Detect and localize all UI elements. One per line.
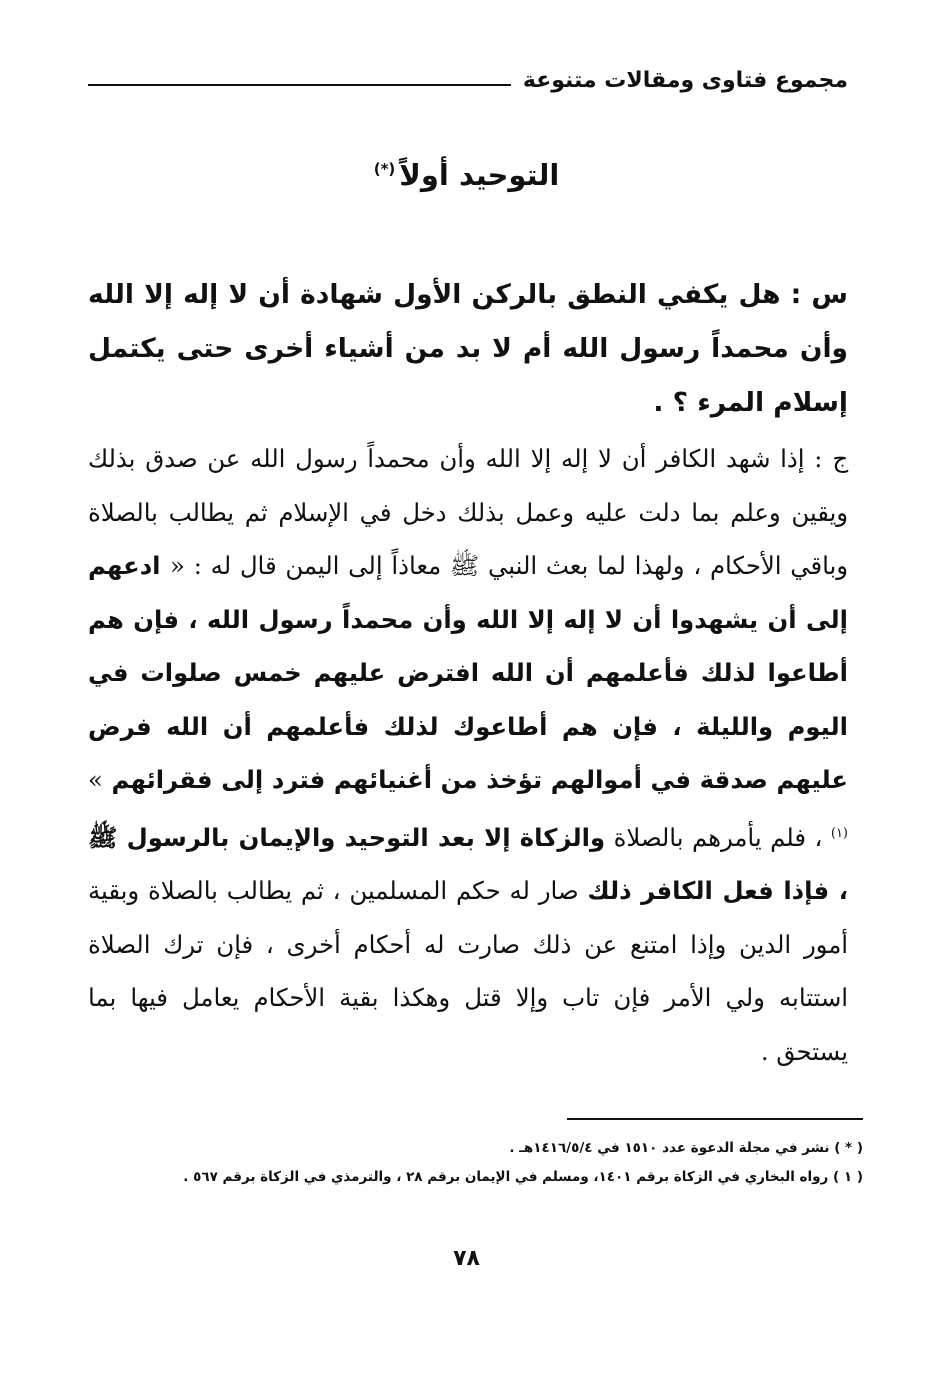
footnote-1: ( ١ ) رواه البخاري في الزكاة برقم ١٤٠١، ومسلم في الإيمان برقم ٢٨ ، والترمذي في الزكاة برقم ٥٦٧ . — [183, 1169, 863, 1185]
hadith-quote-part2: ، فإن هم أطاعوا لذلك فأعلمهم أن الله افترض عليهم خمس صلوات في اليوم والليلة ، فإن هم أطاعوك لذلك فأعلمهم أن الله فرض عليهم صدقة في أموالهم تؤخذ من أغنيائهم فترد إلى فقرائهم — [88, 604, 848, 794]
answer-intro: ج : إذا شهد الكافر أن لا إله إلا الله وأن محمداً رسول الله عن صدق بذلك ويقين وعلم بما دلت عليه وعمل بذلك دخل في الإسلام ثم يطالب بالصلاة وباقي الأحكام ، ولهذا لما بعث النبي ﷺ معاذاً إلى اليمن قال له : « — [88, 444, 849, 580]
header-rule — [88, 84, 511, 86]
running-header — [88, 58, 848, 102]
section-title-text: التوحيد أولاً — [399, 158, 560, 192]
page-number: ٧٨ — [453, 1246, 480, 1271]
question-paragraph — [88, 268, 848, 430]
answer-rest: صار له حكم المسلمين ، ثم يطالب بالصلاة وبقية أمور الدين وإذا امتنع عن ذلك صارت له أحكام أخرى ، فإن ترك الصلاة استتابه ولي الأمر فإن تاب وإلا قتل وهكذا بقية الأحكام يعامل فيها بما يستحق . — [88, 876, 848, 1066]
footnote-star: ( * ) نشر في مجلة الدعوة عدد ١٥١٠ في ١٤١٦/٥/٤هـ . — [509, 1140, 863, 1156]
answer-paragraph — [88, 432, 848, 1078]
footnote-rule — [567, 1118, 863, 1120]
footnote-ref-1: (١) — [830, 825, 848, 841]
answer-middle: ، فلم يأمرهم بالصلاة — [605, 822, 831, 852]
answer-emphasis: والزكاة إلا بعد التوحيد والإيمان بالرسول ﷺ ، فإذا فعل الكافر ذلك — [88, 822, 848, 906]
section-title — [0, 158, 933, 192]
question-text: س : هل يكفي النطق بالركن الأول شهادة أن لا إله إلا الله وأن محمداً رسول الله أم لا بد من أشياء أخرى حتى يكتمل إسلام المرء ؟ . — [88, 279, 848, 418]
hadith-close-quote: » — [88, 765, 103, 794]
footnotes — [73, 1134, 863, 1192]
section-title-footnote-mark: (*) — [373, 160, 396, 179]
hadith-quote-part1: ادعهم إلى أن يشهدوا أن لا إله إلا الله وأن محمداً رسول الله — [88, 551, 848, 634]
running-header-title: مجموع فتاوى ومقالات متنوعة — [522, 67, 848, 93]
